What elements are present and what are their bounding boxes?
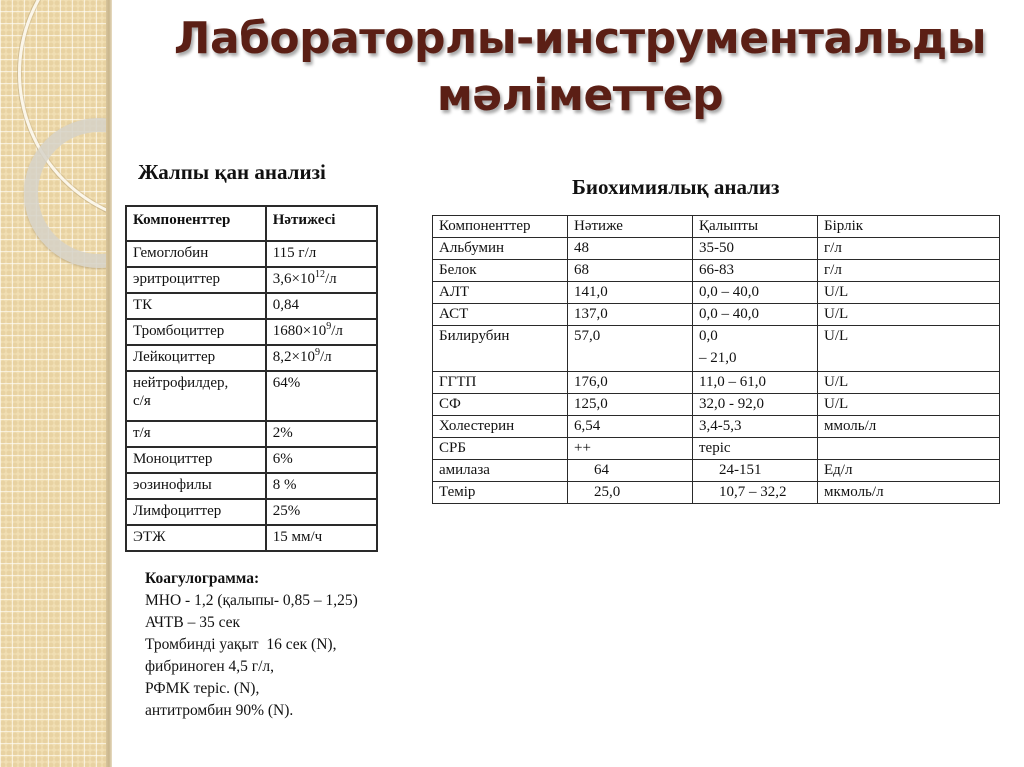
result-cell: 8 % xyxy=(266,473,377,499)
table-row xyxy=(433,438,1000,460)
normal-cell: 32,0 - 92,0 xyxy=(693,394,818,416)
table-row xyxy=(126,499,377,525)
normal-line1: 0,0 xyxy=(699,328,718,344)
header-result: Нәтиже xyxy=(568,216,693,238)
component-cell: Альбумин xyxy=(433,238,568,260)
table-row xyxy=(433,326,1000,372)
result-cell: 25% xyxy=(266,499,377,525)
table-row xyxy=(126,293,377,319)
table-header-row xyxy=(433,216,1000,238)
normal-cell: 24-151 xyxy=(693,460,818,482)
result-exponent: 9 xyxy=(314,347,320,358)
component-cell: Лимфоциттер xyxy=(126,499,266,525)
component-cell: ЭТЖ xyxy=(126,525,266,551)
component-cell: эритроциттер xyxy=(126,267,266,293)
table-row xyxy=(126,267,377,293)
result-exponent: 9 xyxy=(326,321,332,332)
component-cell: эозинофилы xyxy=(126,473,266,499)
table-row xyxy=(126,447,377,473)
result-cell: 64% xyxy=(266,371,377,421)
table-header-row xyxy=(126,206,377,241)
coagulogram-line: Тромбинді уақыт 16 сек (N), xyxy=(145,636,337,653)
result-base: 1680×10 xyxy=(272,323,327,339)
result-cell: 25,0 xyxy=(568,482,693,504)
coagulogram-line: антитромбин 90% (N). xyxy=(145,702,294,719)
result-cell: 141,0 xyxy=(568,282,693,304)
normal-cell: 10,7 – 32,2 xyxy=(693,482,818,504)
slide-title xyxy=(150,10,1010,124)
normal-cell: 35-50 xyxy=(693,238,818,260)
component-cell: Билирубин xyxy=(433,326,568,372)
unit-cell: U/L xyxy=(818,372,1000,394)
result-cell: 15 мм/ч xyxy=(266,525,377,551)
coagulogram-line: фибриноген 4,5 г/л, xyxy=(145,658,275,675)
unit-cell: U/L xyxy=(818,394,1000,416)
coagulogram-block xyxy=(145,568,358,722)
decorative-side-strip xyxy=(0,0,110,767)
result-cell: 68 xyxy=(568,260,693,282)
component-cell: ТК xyxy=(126,293,266,319)
table-row xyxy=(433,460,1000,482)
biochem-heading: Биохимиялық анализ xyxy=(572,175,780,199)
unit-cell: г/л xyxy=(818,238,1000,260)
table-row xyxy=(126,371,377,421)
result-cell: 48 xyxy=(568,238,693,260)
normal-cell: 0,0 – 40,0 xyxy=(693,282,818,304)
component-cell: Гемоглобин xyxy=(126,241,266,267)
unit-cell: U/L xyxy=(818,304,1000,326)
header-result: Нәтижесі xyxy=(266,206,377,241)
table-row xyxy=(126,345,377,371)
table-row xyxy=(433,482,1000,504)
coagulogram-title: Коагулограмма: xyxy=(145,570,260,587)
biochem-table xyxy=(432,215,1000,504)
component-cell: Темір xyxy=(433,482,568,504)
result-base: 3,6×10 xyxy=(272,271,315,287)
normal-line2: – 21,0 xyxy=(699,350,737,366)
slide-title-line2: мәліметтер xyxy=(436,70,724,121)
unit-cell: U/L xyxy=(818,282,1000,304)
header-component: Компоненттер xyxy=(433,216,568,238)
result-cell: 64 xyxy=(568,460,693,482)
component-cell: АЛТ xyxy=(433,282,568,304)
unit-cell: U/L xyxy=(818,326,1000,372)
result-cell: 2% xyxy=(266,421,377,447)
result-cell: 176,0 xyxy=(568,372,693,394)
unit-cell: г/л xyxy=(818,260,1000,282)
result-cell: 6,54 xyxy=(568,416,693,438)
table-row xyxy=(433,372,1000,394)
header-unit: Бірлік xyxy=(818,216,1000,238)
result-cell: 0,84 xyxy=(266,293,377,319)
normal-cell: 11,0 – 61,0 xyxy=(693,372,818,394)
blood-test-heading: Жалпы қан анализі xyxy=(138,160,326,184)
coagulogram-line: АЧТВ – 35 сек xyxy=(145,614,241,631)
component-cell: СРБ xyxy=(433,438,568,460)
result-cell xyxy=(266,267,377,293)
table-row xyxy=(126,319,377,345)
normal-cell xyxy=(693,326,818,372)
component-line1: нейтрофилдер, xyxy=(133,375,229,391)
header-component: Компоненттер xyxy=(126,206,266,241)
component-cell: амилаза xyxy=(433,460,568,482)
coagulogram-line: РФМК теріс. (N), xyxy=(145,680,260,697)
slide-title-line1: Лабораторлы-инструментальды xyxy=(173,13,987,64)
component-cell: Тромбоциттер xyxy=(126,319,266,345)
result-cell: 125,0 xyxy=(568,394,693,416)
normal-cell: 66-83 xyxy=(693,260,818,282)
normal-cell: 0,0 – 40,0 xyxy=(693,304,818,326)
component-cell: Лейкоциттер xyxy=(126,345,266,371)
component-cell: Моноциттер xyxy=(126,447,266,473)
normal-cell: теріс xyxy=(693,438,818,460)
table-row xyxy=(433,416,1000,438)
unit-cell: Ед/л xyxy=(818,460,1000,482)
table-row xyxy=(433,394,1000,416)
component-cell: СФ xyxy=(433,394,568,416)
result-cell: 57,0 xyxy=(568,326,693,372)
header-normal: Қалыпты xyxy=(693,216,818,238)
result-cell: 115 г/л xyxy=(266,241,377,267)
result-cell: 137,0 xyxy=(568,304,693,326)
component-cell: ГГТП xyxy=(433,372,568,394)
strip-edge-divider xyxy=(106,0,112,767)
unit-cell: ммоль/л xyxy=(818,416,1000,438)
result-cell: 6% xyxy=(266,447,377,473)
table-row xyxy=(433,238,1000,260)
table-row xyxy=(126,421,377,447)
result-exponent: 12 xyxy=(314,269,325,280)
result-cell xyxy=(266,345,377,371)
table-row xyxy=(126,473,377,499)
normal-cell: 3,4-5,3 xyxy=(693,416,818,438)
component-cell: Холестерин xyxy=(433,416,568,438)
result-cell xyxy=(266,319,377,345)
table-row xyxy=(433,282,1000,304)
component-cell: Белок xyxy=(433,260,568,282)
table-row xyxy=(126,241,377,267)
component-line2: с/я xyxy=(133,393,151,409)
coagulogram-line: МНО - 1,2 (қалыпы- 0,85 – 1,25) xyxy=(145,592,358,609)
unit-cell xyxy=(818,438,1000,460)
component-cell xyxy=(126,371,266,421)
table-row xyxy=(433,260,1000,282)
table-row xyxy=(126,525,377,551)
result-unit: /л xyxy=(331,323,343,339)
result-cell: ++ xyxy=(568,438,693,460)
table-row xyxy=(433,304,1000,326)
result-unit: /л xyxy=(319,349,332,365)
component-cell: т/я xyxy=(126,421,266,447)
result-base: 8,2×10 xyxy=(272,349,315,365)
blood-test-table xyxy=(125,205,378,552)
component-cell: АСТ xyxy=(433,304,568,326)
result-unit: /л xyxy=(324,271,337,287)
unit-cell: мкмоль/л xyxy=(818,482,1000,504)
